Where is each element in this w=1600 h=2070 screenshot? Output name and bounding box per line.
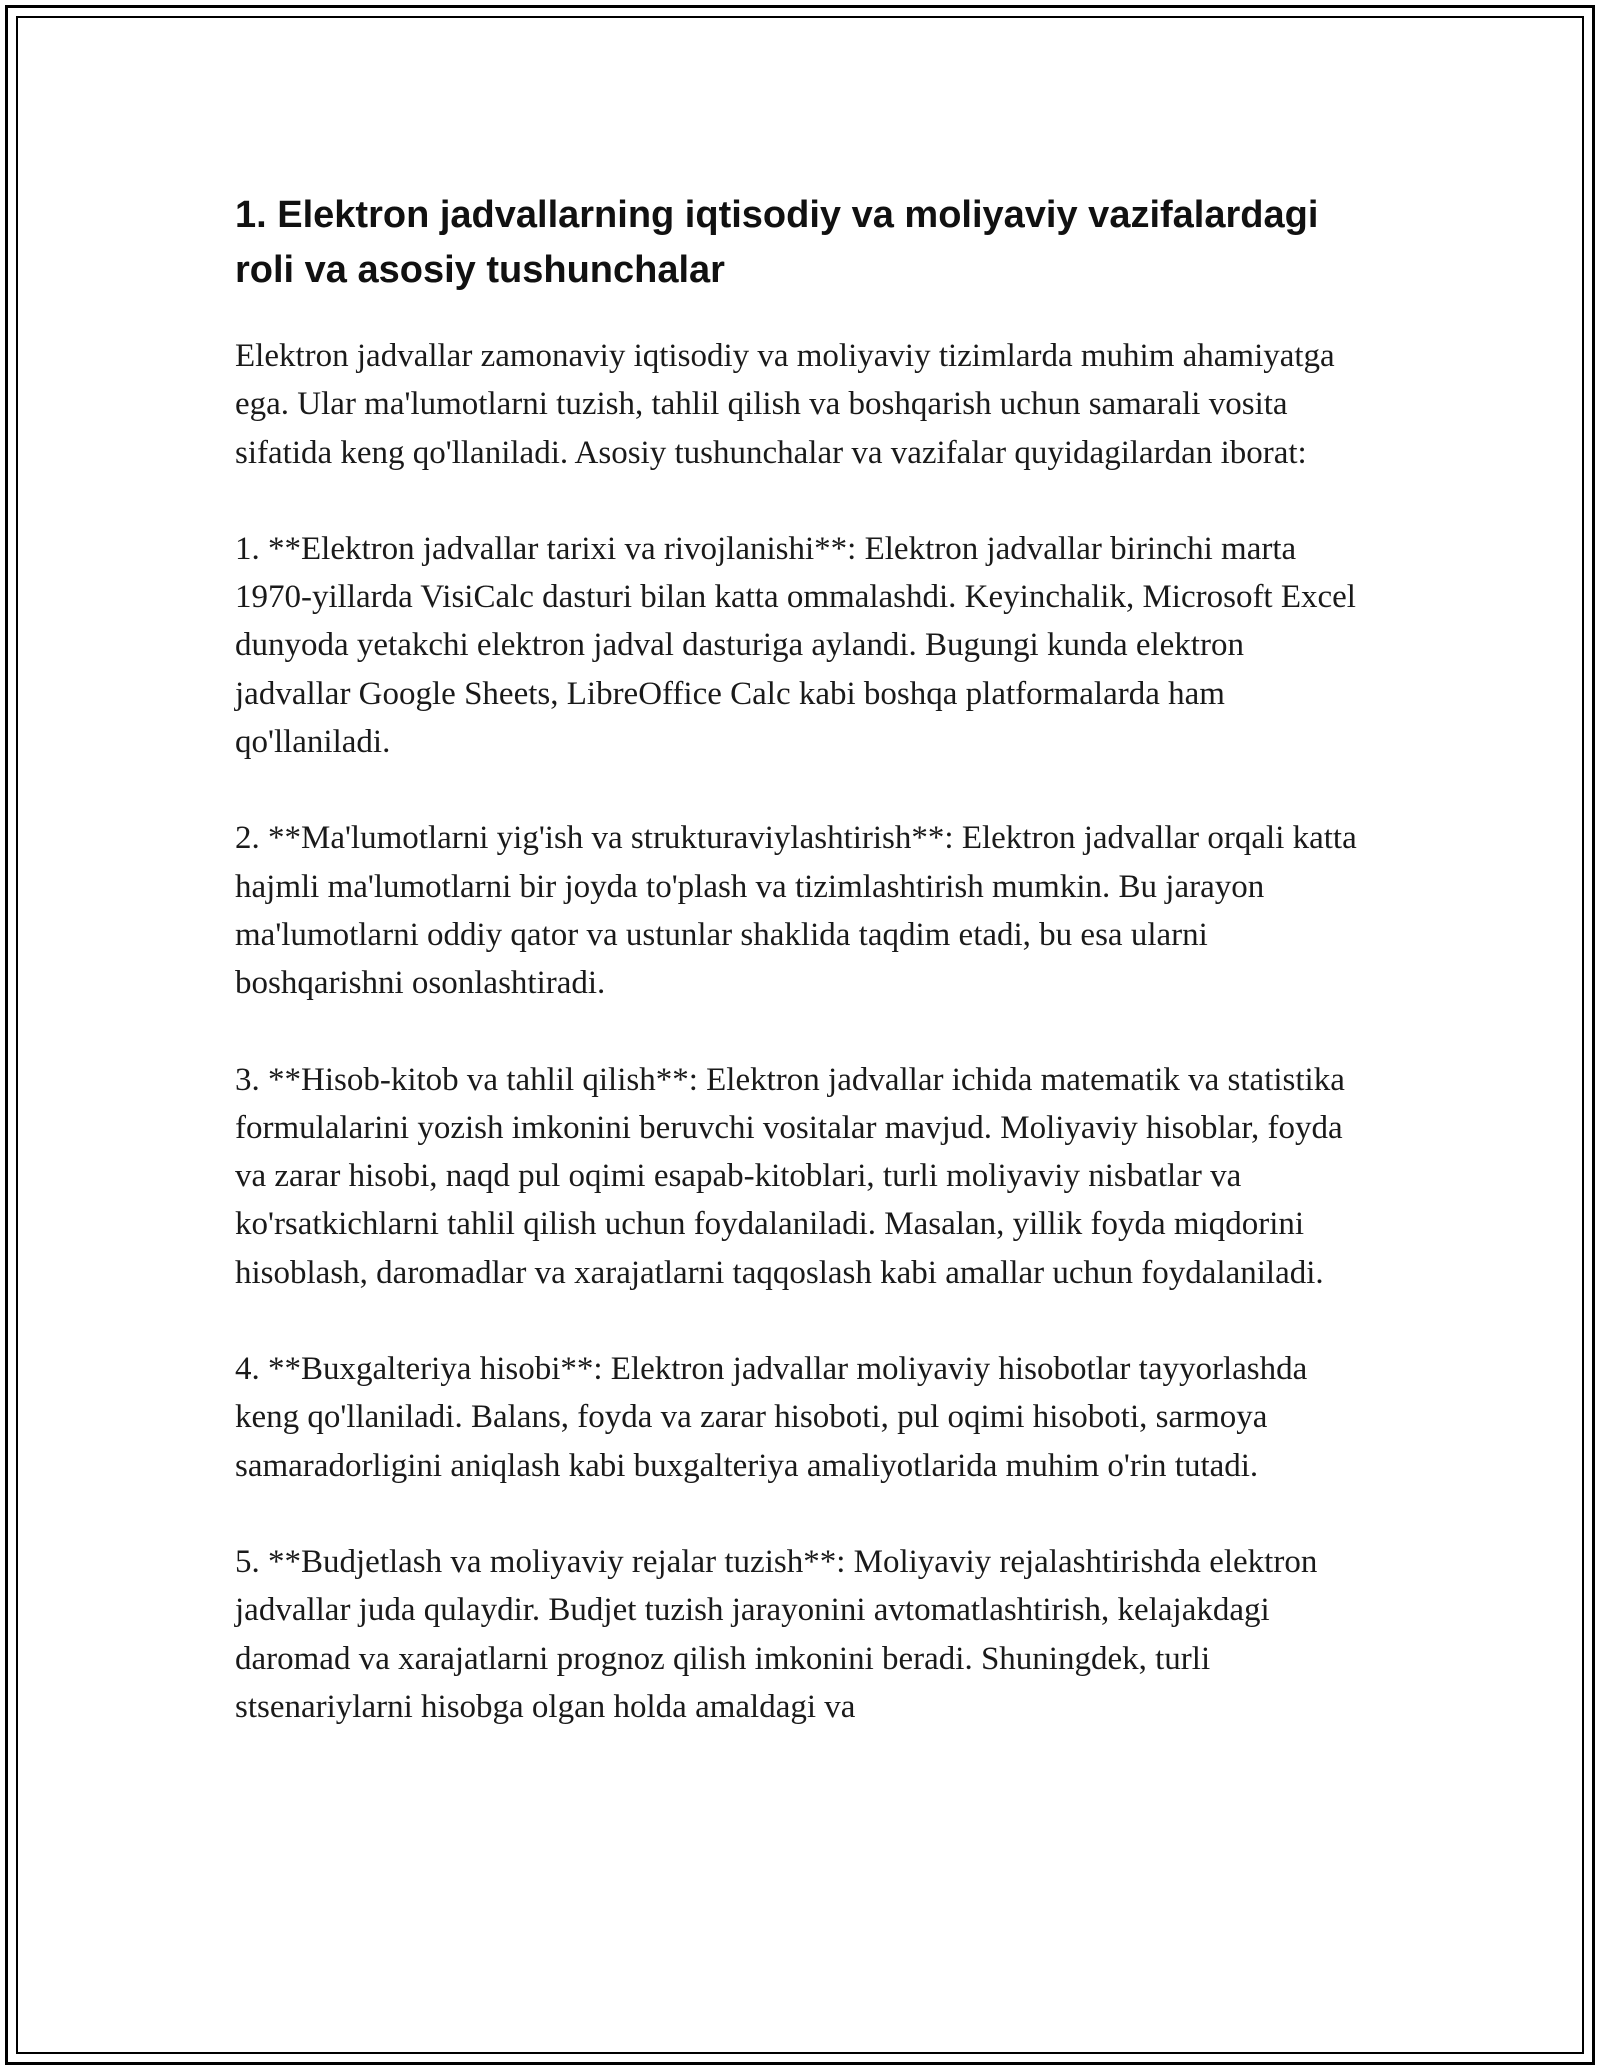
intro-paragraph: Elektron jadvallar zamonaviy iqtisodiy va moliyaviy tizimlarda muhim ahamiyatga ega. Ular ma'lumotlarni tuzish, tahlil qilish va boshqarish uchun samarali vosita sifatida keng qo'llaniladi. Asosiy tushunchalar va vazifalar quyidagilardan iborat: (235, 338, 1335, 471)
paragraph-history: 1. **Elektron jadvallar tarixi va rivojlanishi**: Elektron jadvallar birinchi marta 1970-yillarda VisiCalc dasturi bilan katta ommalashdi. Keyinchalik, Microsoft Excel dunyoda yetakchi elektron jadval dasturiga aylandi. Bugungi kunda elektron jadvallar Google Sheets, LibreOffice Calc kabi boshqa platformalarda ham qo'llaniladi. (235, 530, 1356, 761)
paragraph-accounting: 4. **Buxgalteriya hisobi**: Elektron jadvallar moliyaviy hisobotlar tayyorlashda keng qo'llaniladi. Balans, foyda va zarar hisoboti, pul oqimi hisoboti, sarmoya samaradorligini aniqlash kabi buxgalteriya amaliyotlarida muhim o'rin tutadi. (235, 1351, 1308, 1484)
section-heading: 1. Elektron jadvallarning iqtisodiy va moliyaviy vazifalardagi roli va asosiy tushunchalar (235, 194, 1319, 291)
paragraph-calculation-analysis: 3. **Hisob-kitob va tahlil qilish**: Elektron jadvallar ichida matematik va statistika formulalarini yozish imkonini beruvchi vositalar mavjud. Moliyaviy hisoblar, foyda va zarar hisobi, naqd pul oqimi esapab-kitoblari, turli moliyaviy nisbatlar va ko'rsatkichlarni tahlil qilish uchun foydalaniladi. Masalan, yillik foyda miqdorini hisoblash, daromadlar va xarajatlarni taqqoslash kabi amallar uchun foydalaniladi. (235, 1061, 1345, 1291)
paragraph-budgeting: 5. **Budjetlash va moliyaviy rejalar tuzish**: Moliyaviy rejalashtirishda elektron jadvallar juda qulaydir. Budjet tuzish jarayonini avtomatlashtirish, kelajakdagi daromad va xarajatlarni prognoz qilish imkonini beradi. Shuningdek, turli stsenariylarni hisobga olgan holda amaldagi va (235, 1543, 1318, 1725)
paragraph-data-collection: 2. **Ma'lumotlarni yig'ish va strukturaviylashtirish**: Elektron jadvallar orqali katta hajmli ma'lumotlarni bir joyda to'plash va tizimlashtirish mumkin. Bu jarayon ma'lumotlarni oddiy qator va ustunlar shaklida taqdim etadi, bu esa ularni boshqarishni osonlashtiradi. (235, 820, 1357, 1002)
document-body (235, 188, 1365, 1731)
